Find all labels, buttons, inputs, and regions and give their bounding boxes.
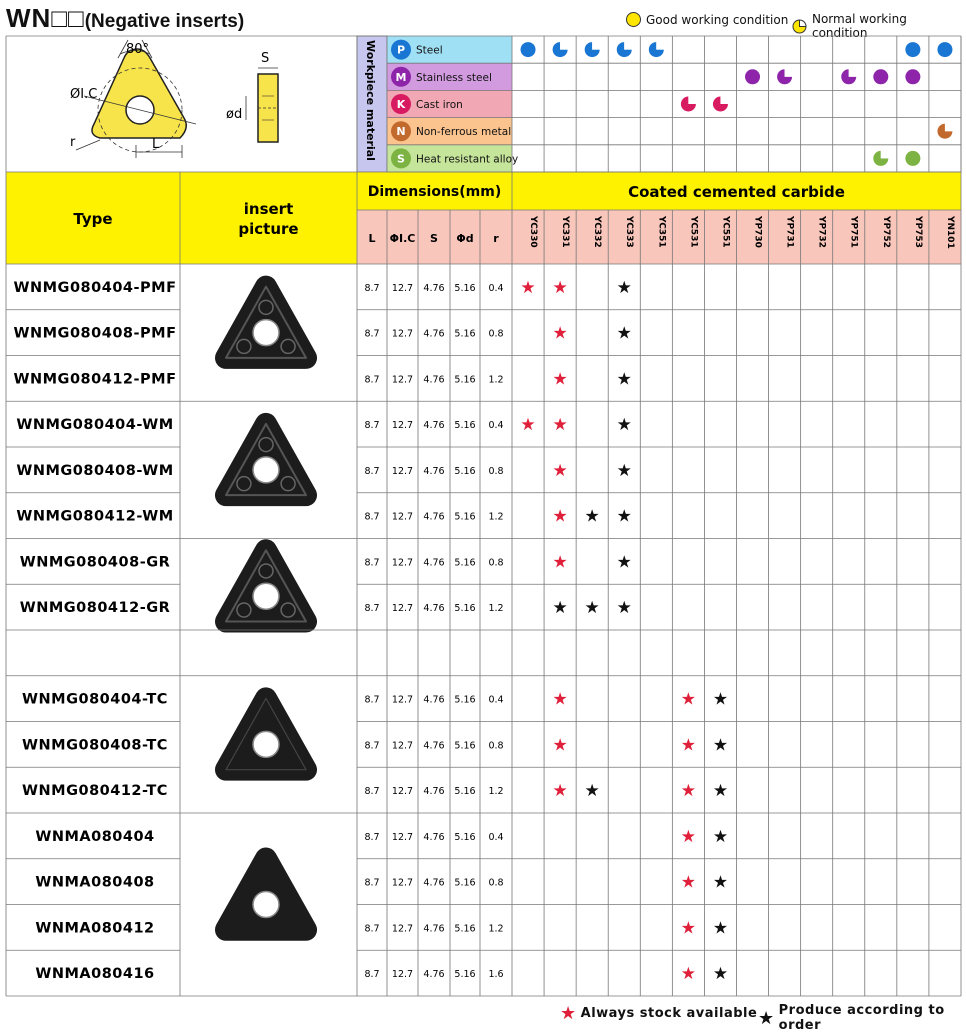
title-main: WN□□ (6, 3, 85, 33)
black-star-icon: ★ (712, 826, 729, 847)
material-m (387, 63, 920, 90)
black-star-icon: ★ (712, 872, 729, 893)
row-dim-value: 4.76 (423, 923, 445, 935)
row-dim-value: 8.7 (364, 282, 380, 294)
table-row (22, 690, 728, 710)
s-label: S (261, 51, 270, 66)
black-star-icon: ★ (616, 552, 632, 573)
material-p (387, 36, 952, 63)
full-condition-icon (905, 42, 920, 57)
half-condition-icon (617, 42, 632, 57)
material-name: Cast iron (416, 99, 463, 111)
row-dim-value: 0.8 (488, 877, 504, 889)
black-star-icon: ★ (616, 506, 632, 527)
insert-wnma-picture (226, 859, 306, 930)
row-dim-value: 0.8 (488, 740, 504, 752)
row-dim-value: 12.7 (391, 831, 414, 843)
table-row (35, 964, 728, 984)
red-star-icon: ★ (680, 689, 697, 710)
row-dim-value: 4.76 (423, 969, 445, 981)
row-dim-value: 5.16 (454, 374, 476, 386)
half-condition-icon (585, 42, 600, 57)
red-star-icon: ★ (680, 964, 697, 985)
red-star-icon: ★ (552, 323, 568, 344)
half-condition-icon (873, 151, 888, 166)
row-dim-value: 5.16 (454, 694, 476, 706)
angle-label: 80° (126, 42, 150, 57)
red-star-icon: ★ (552, 506, 568, 527)
row-dim-value: 12.7 (391, 694, 414, 706)
table-row (20, 598, 632, 618)
red-star-icon: ★ (552, 735, 568, 756)
row-dim-value: 8.7 (364, 374, 380, 386)
row-dim-value: 4.76 (423, 328, 445, 340)
row-dim-value: 5.16 (454, 465, 476, 477)
header-grade-col: YC531 (688, 216, 699, 248)
row-dim-value: 1.2 (488, 603, 504, 615)
row-dim-value: 1.2 (488, 786, 504, 798)
red-star-icon: ★ (560, 1003, 577, 1024)
material-code: M (395, 70, 407, 84)
full-condition-icon (905, 69, 920, 84)
row-dim-value: 5.16 (454, 786, 476, 798)
row-dim-value: 5.16 (454, 923, 476, 935)
table-row (16, 507, 632, 527)
red-star-icon: ★ (552, 689, 568, 710)
insert-pmf-picture (226, 287, 306, 358)
row-dim-value: 5.16 (454, 603, 476, 615)
row-dim-value: 8.7 (364, 465, 380, 477)
legend-good-label: Good working condition (646, 12, 789, 27)
header-dim-col: S (430, 232, 438, 245)
header-dim-col: r (493, 232, 499, 245)
d-label: ød (226, 107, 243, 122)
row-dim-value: 0.4 (488, 831, 504, 843)
header-grade-col: YP752 (880, 216, 891, 248)
half-condition-icon (937, 124, 952, 139)
header-grade-col: YC333 (624, 216, 635, 248)
half-condition-icon (713, 97, 728, 112)
header-coated: Coated cemented carbide (628, 183, 845, 201)
row-dim-value: 12.7 (391, 282, 414, 294)
red-star-icon: ★ (680, 735, 697, 756)
table-row (22, 781, 728, 801)
row-dim-value: 5.16 (454, 831, 476, 843)
black-star-icon: ★ (712, 689, 729, 710)
row-dim-value: 8.7 (364, 694, 380, 706)
row-dim-value: 5.16 (454, 877, 476, 889)
header-grade-col: YC330 (528, 216, 539, 248)
row-dim-value: 4.76 (423, 420, 445, 432)
row-dim-value: 12.7 (391, 328, 414, 340)
black-star-icon: ★ (584, 598, 600, 619)
header-dim-col: L (368, 232, 376, 245)
insert-tc-picture (226, 698, 306, 769)
material-s (387, 145, 920, 172)
black-star-icon: ★ (552, 598, 568, 619)
black-star-icon: ★ (616, 277, 632, 298)
row-dim-value: 12.7 (391, 420, 414, 432)
table-row (35, 827, 728, 847)
material-code: K (396, 98, 406, 111)
material-n (387, 118, 952, 145)
header-grade-col: YC331 (560, 216, 571, 248)
full-condition-icon (873, 69, 888, 84)
material-name: Heat resistant alloy (416, 153, 519, 166)
black-star-icon: ★ (616, 415, 632, 436)
red-star-icon: ★ (680, 781, 697, 802)
red-star-icon: ★ (552, 460, 568, 481)
row-dim-value: 8.7 (364, 877, 380, 889)
row-dim-value: 4.76 (423, 465, 445, 477)
insert-diagram (70, 40, 278, 158)
workpiece-label: Workpiece material (364, 40, 377, 161)
black-star-icon: ★ (616, 369, 632, 390)
row-type: WNMG080408-PMF (13, 325, 177, 342)
black-star-icon: ★ (616, 323, 632, 344)
red-star-icon: ★ (520, 277, 536, 298)
row-dim-value: 1.6 (488, 969, 504, 981)
material-k (387, 90, 728, 117)
side-view-drawing (246, 68, 278, 142)
row-dim-value: 4.76 (423, 603, 445, 615)
row-dim-value: 12.7 (391, 511, 414, 523)
header-dim-col: ΦI.C (389, 232, 416, 245)
header-dimensions: Dimensions(mm) (367, 184, 502, 200)
row-dim-value: 4.76 (423, 877, 445, 889)
table-row (14, 369, 632, 389)
header-grade-col: YC551 (720, 216, 731, 248)
black-star-icon: ★ (584, 506, 600, 527)
red-star-icon: ★ (552, 552, 568, 573)
row-type: WNMA080416 (35, 966, 155, 983)
insert-wm-picture (226, 424, 306, 495)
row-dim-value: 12.7 (391, 374, 414, 386)
row-type: WNMG080412-PMF (13, 371, 177, 388)
header-grade-col: YP732 (816, 216, 827, 248)
row-dim-value: 5.16 (454, 420, 476, 432)
material-name: Stainless steel (416, 71, 492, 84)
insert-gr-picture (226, 550, 306, 621)
header-grade-col: YN101 (944, 216, 955, 249)
row-dim-value: 0.8 (488, 465, 504, 477)
row-dim-value: 12.7 (391, 465, 414, 477)
row-dim-value: 12.7 (391, 969, 414, 981)
table-header (6, 172, 961, 264)
row-dim-value: 4.76 (423, 786, 445, 798)
ic-label: ØI.C (70, 87, 98, 102)
half-condition-icon (777, 69, 792, 84)
row-dim-value: 12.7 (391, 740, 414, 752)
row-dim-value: 8.7 (364, 786, 380, 798)
row-type: WNMG080412-TC (22, 783, 168, 800)
row-dim-value: 4.76 (423, 740, 445, 752)
black-star-icon: ★ (758, 1007, 775, 1029)
title-sub: (Negative inserts) (84, 11, 245, 32)
row-type: WNMG080404-WM (16, 417, 174, 434)
row-dim-value: 4.76 (423, 374, 445, 386)
row-dim-value: 5.16 (454, 511, 476, 523)
row-dim-value: 8.7 (364, 923, 380, 935)
full-condition-icon (521, 42, 536, 57)
row-type: WNMG080408-TC (22, 737, 168, 754)
header-grade-col: YP751 (848, 216, 859, 248)
table-row (14, 278, 632, 298)
legend-red-star (560, 1003, 757, 1024)
header-grade-col: YP730 (752, 216, 763, 248)
legend-black-star (758, 1003, 966, 1033)
row-dim-value: 8.7 (364, 831, 380, 843)
row-dim-value: 5.16 (454, 328, 476, 340)
legend-black-label: Produce according to order (778, 1003, 945, 1033)
row-dim-value: 12.7 (391, 557, 414, 569)
half-condition-icon (841, 69, 856, 84)
row-dim-value: 8.7 (364, 420, 380, 432)
header-grade-col: YP753 (912, 216, 923, 248)
material-code: N (396, 125, 406, 139)
row-dim-value: 0.4 (488, 282, 504, 294)
red-star-icon: ★ (680, 918, 697, 939)
red-star-icon: ★ (520, 415, 536, 436)
row-dim-value: 8.7 (364, 328, 380, 340)
row-dim-value: 8.7 (364, 740, 380, 752)
header-picture-1: insert (243, 200, 294, 218)
row-type: WNMG080408-GR (19, 554, 171, 571)
row-dim-value: 12.7 (391, 877, 414, 889)
full-condition-icon (937, 42, 952, 57)
red-star-icon: ★ (552, 369, 568, 390)
row-dim-value: 8.7 (364, 511, 380, 523)
row-dim-value: 4.76 (423, 694, 445, 706)
material-name: Non-ferrous metal (416, 126, 512, 139)
row-type: WNMG080412-WM (16, 508, 174, 525)
l-label: L (152, 137, 160, 152)
header-dim-col: Φd (456, 232, 474, 245)
row-dim-value: 8.7 (364, 557, 380, 569)
r-label: r (70, 135, 76, 150)
row-dim-value: 4.76 (423, 557, 445, 569)
black-star-icon: ★ (584, 781, 600, 802)
table-row (16, 461, 632, 481)
row-dim-value: 0.8 (488, 328, 504, 340)
row-type: WNMA080412 (35, 920, 155, 937)
row-dim-value: 0.4 (488, 694, 504, 706)
row-dim-value: 5.16 (454, 282, 476, 294)
row-dim-value: 5.16 (454, 969, 476, 981)
row-type: WNMG080412-GR (19, 600, 171, 617)
black-star-icon: ★ (712, 918, 729, 939)
red-star-icon: ★ (680, 872, 697, 893)
materials-block (387, 36, 952, 172)
insert-pictures (226, 287, 306, 930)
row-type: WNMA080408 (35, 874, 155, 891)
row-dim-value: 8.7 (364, 969, 380, 981)
material-name: Steel (416, 44, 443, 57)
row-type: WNMG080404-TC (22, 691, 168, 708)
header-grade-col: YC332 (592, 216, 603, 248)
row-dim-value: 4.76 (423, 831, 445, 843)
row-dim-value: 8.7 (364, 603, 380, 615)
black-star-icon: ★ (712, 781, 729, 802)
half-condition-icon (681, 97, 696, 112)
row-dim-value: 1.2 (488, 374, 504, 386)
row-dim-value: 4.76 (423, 282, 445, 294)
table-row (20, 552, 632, 572)
row-dim-value: 12.7 (391, 786, 414, 798)
table-body (14, 278, 729, 984)
legend-red-label: Always stock available (580, 1006, 758, 1021)
table-row (22, 735, 728, 755)
row-type: WNMG080408-WM (16, 462, 174, 479)
row-dim-value: 0.4 (488, 420, 504, 432)
legend-normal-label: Normal working condition (811, 12, 907, 40)
red-star-icon: ★ (552, 781, 568, 802)
row-dim-value: 1.2 (488, 923, 504, 935)
half-condition-icon (649, 42, 664, 57)
header-picture-2: picture (238, 220, 299, 238)
red-star-icon: ★ (552, 277, 568, 298)
header-grade-col: YC351 (656, 216, 667, 248)
header-type: Type (73, 210, 113, 228)
black-star-icon: ★ (616, 598, 632, 619)
table-row (35, 873, 728, 893)
table-row (16, 415, 632, 435)
material-code: S (397, 152, 405, 166)
red-star-icon: ★ (680, 826, 697, 847)
black-star-icon: ★ (616, 460, 632, 481)
row-dim-value: 5.16 (454, 557, 476, 569)
table-row (35, 918, 728, 938)
row-dim-value: 12.7 (391, 923, 414, 935)
row-type: WNMA080404 (35, 828, 155, 845)
half-condition-icon (553, 42, 568, 57)
row-dim-value: 4.76 (423, 511, 445, 523)
full-condition-icon (905, 151, 920, 166)
red-star-icon: ★ (552, 415, 568, 436)
row-dim-value: 12.7 (391, 603, 414, 615)
black-star-icon: ★ (712, 964, 729, 985)
header-grade-col: YP731 (784, 216, 795, 248)
material-code: P (396, 43, 406, 57)
row-type: WNMG080404-PMF (13, 279, 177, 296)
row-dim-value: 1.2 (488, 511, 504, 523)
black-star-icon: ★ (712, 735, 729, 756)
row-dim-value: 0.8 (488, 557, 504, 569)
full-condition-icon (745, 69, 760, 84)
row-dim-value: 5.16 (454, 740, 476, 752)
table-row (14, 324, 632, 344)
